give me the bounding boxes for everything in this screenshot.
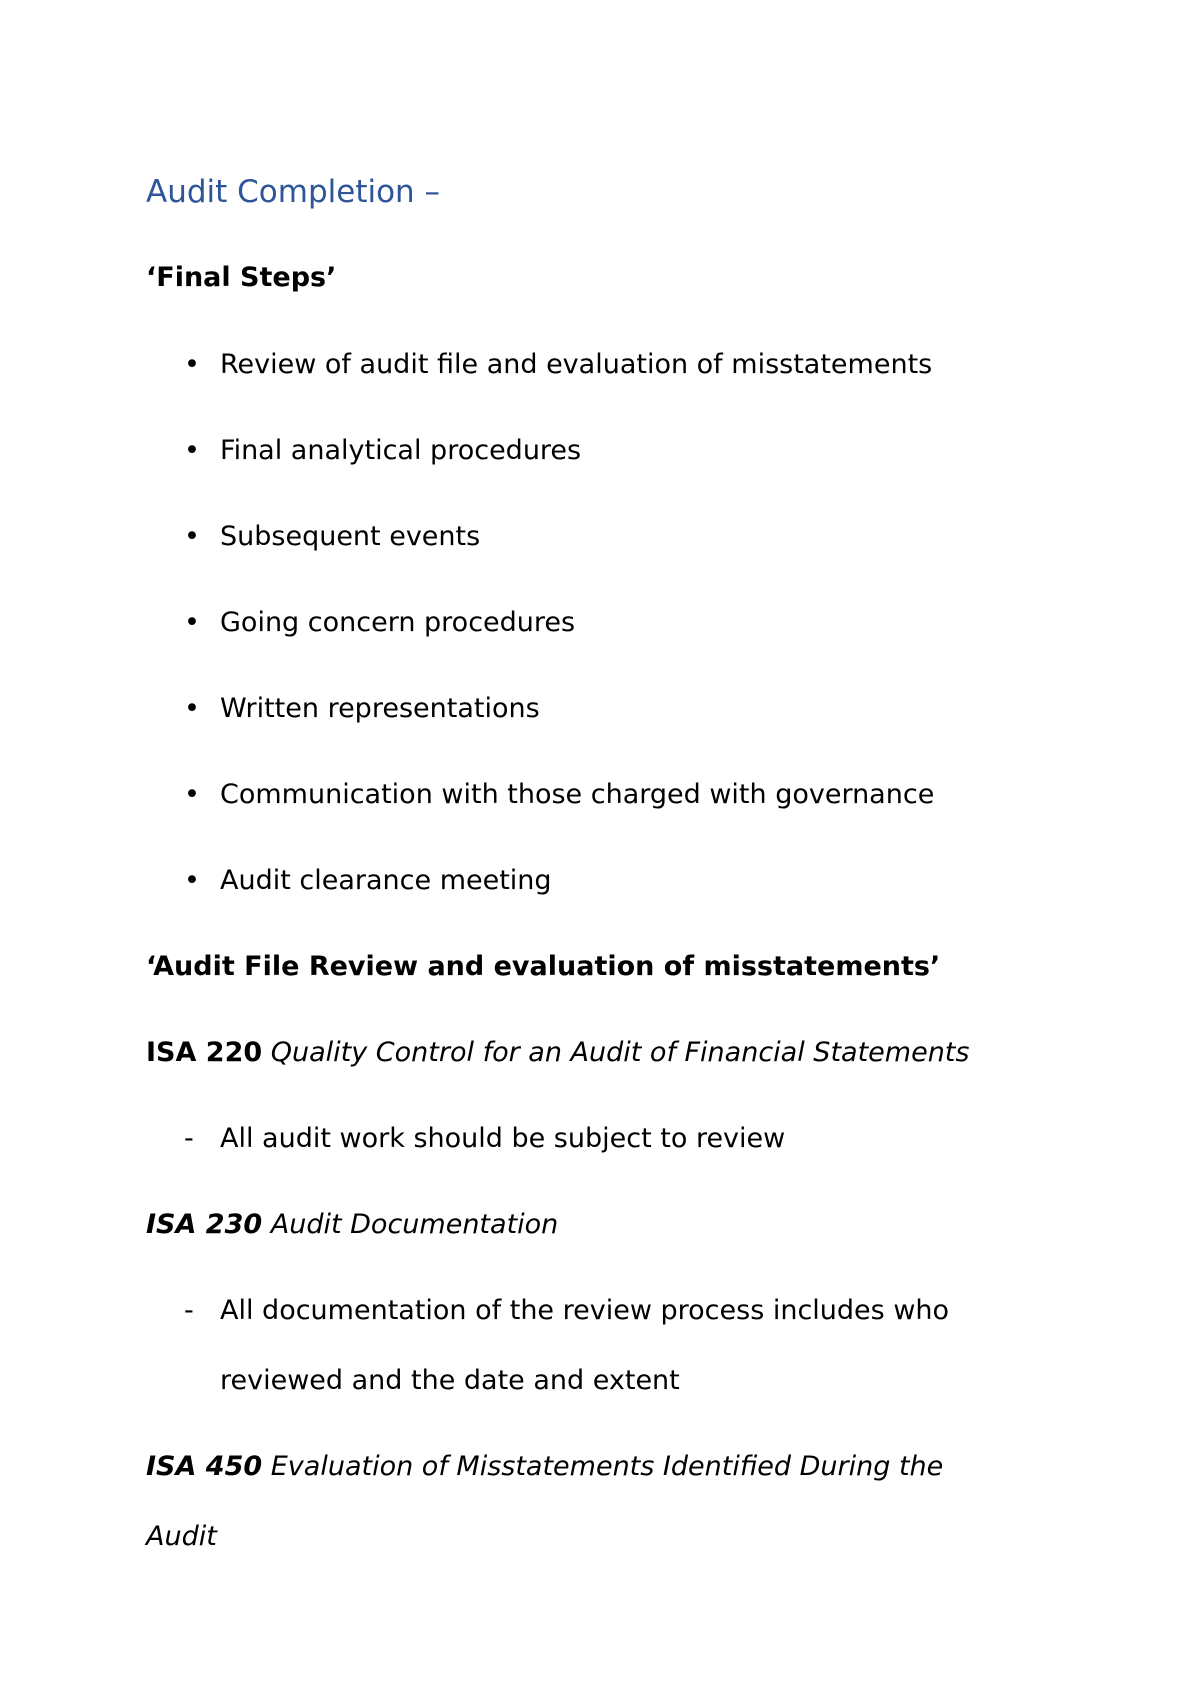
dash-marker: - (184, 1295, 194, 1326)
isa-220-title: Quality Control for an Audit of Financial Statements (270, 1037, 970, 1068)
isa-230-reference (146, 1205, 558, 1245)
bullet-marker: • (184, 349, 200, 380)
list-item-text: Communication with those charged with governance (220, 779, 935, 810)
list-item-text: Final analytical procedures (220, 435, 582, 466)
isa-220-reference (146, 1033, 969, 1073)
list-item-text: Written representations (220, 693, 540, 724)
section-heading-final-steps: ‘Final Steps’ (146, 262, 337, 293)
list-item-text: Review of audit file and evaluation of misstatements (220, 349, 933, 380)
isa-450-title-continuation: Audit (146, 1521, 217, 1552)
isa-450-reference (146, 1447, 943, 1487)
list-item-text: Subsequent events (220, 521, 481, 552)
section-heading-file-review: ‘Audit File Review and evaluation of misstatements’ (146, 951, 941, 982)
bullet-marker: • (184, 865, 200, 896)
isa-450-title: Evaluation of Misstatements Identified During the (270, 1451, 944, 1482)
isa-230-code: ISA 230 (146, 1209, 263, 1240)
bullet-marker: • (184, 435, 200, 466)
isa-220-code: ISA 220 (146, 1037, 263, 1068)
dash-marker: - (184, 1123, 194, 1154)
list-item-text: All audit work should be subject to review (220, 1123, 786, 1154)
bullet-marker: • (184, 521, 200, 552)
list-item-text: Audit clearance meeting (220, 865, 552, 896)
bullet-marker: • (184, 607, 200, 638)
bullet-marker: • (184, 693, 200, 724)
isa-230-title: Audit Documentation (270, 1209, 559, 1240)
list-item-text: Going concern procedures (220, 607, 576, 638)
list-item-text: reviewed and the date and extent (220, 1365, 680, 1396)
document-title: Audit Completion – (146, 174, 441, 210)
list-item-text: All documentation of the review process includes who (220, 1295, 950, 1326)
bullet-marker: • (184, 779, 200, 810)
isa-450-code: ISA 450 (146, 1451, 263, 1482)
